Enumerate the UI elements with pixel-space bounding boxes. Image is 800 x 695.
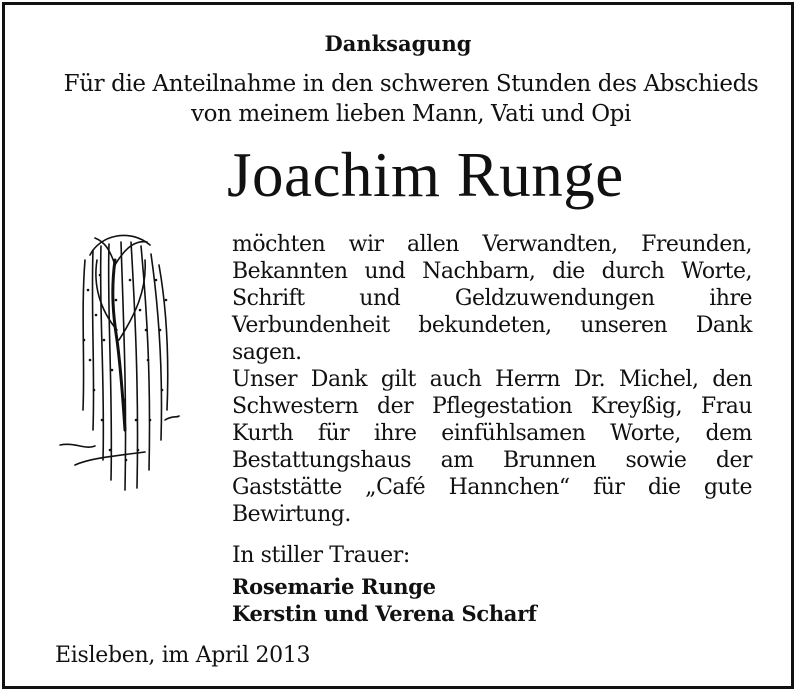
signer-2: Kerstin und Verena Scharf (232, 601, 537, 626)
intro-text (51, 69, 771, 129)
mourning-line: In stiller Trauer: (232, 543, 410, 568)
weeping-willow-icon (55, 220, 180, 505)
body-text (232, 231, 752, 528)
thanks-paragraph: möchten wir allen Verwandten, Freunden, Bekannten und Nachbarn, die durch Worte, Schrift und Geldzuwendungen ihre Verbundenheit bekundeten, unseren Dank sagen. (232, 232, 752, 365)
notice-heading: Danksagung (324, 31, 472, 56)
place-date: Eisleben, im April 2013 (55, 643, 311, 668)
intro-line-1: Für die Anteilnahme in den schweren Stunden des Abschieds (63, 71, 759, 97)
notice-frame (2, 2, 794, 689)
deceased-name: Joachim Runge (227, 140, 624, 210)
signer-1: Rosemarie Runge (232, 574, 436, 599)
signers (232, 573, 537, 627)
intro-line-2: von meinem lieben Mann, Vati und Opi (191, 101, 631, 127)
acknowledgement-paragraph: Unser Dank gilt auch Herrn Dr. Michel, den Schwestern der Pflegestation Kreyßig, Frau Kurth für ihre einfühlsamen Worte, dem Bestattungshaus am Brunnen sowie der Gaststätte „Café Hannchen“ für die gute Bewirtung. (232, 367, 752, 527)
